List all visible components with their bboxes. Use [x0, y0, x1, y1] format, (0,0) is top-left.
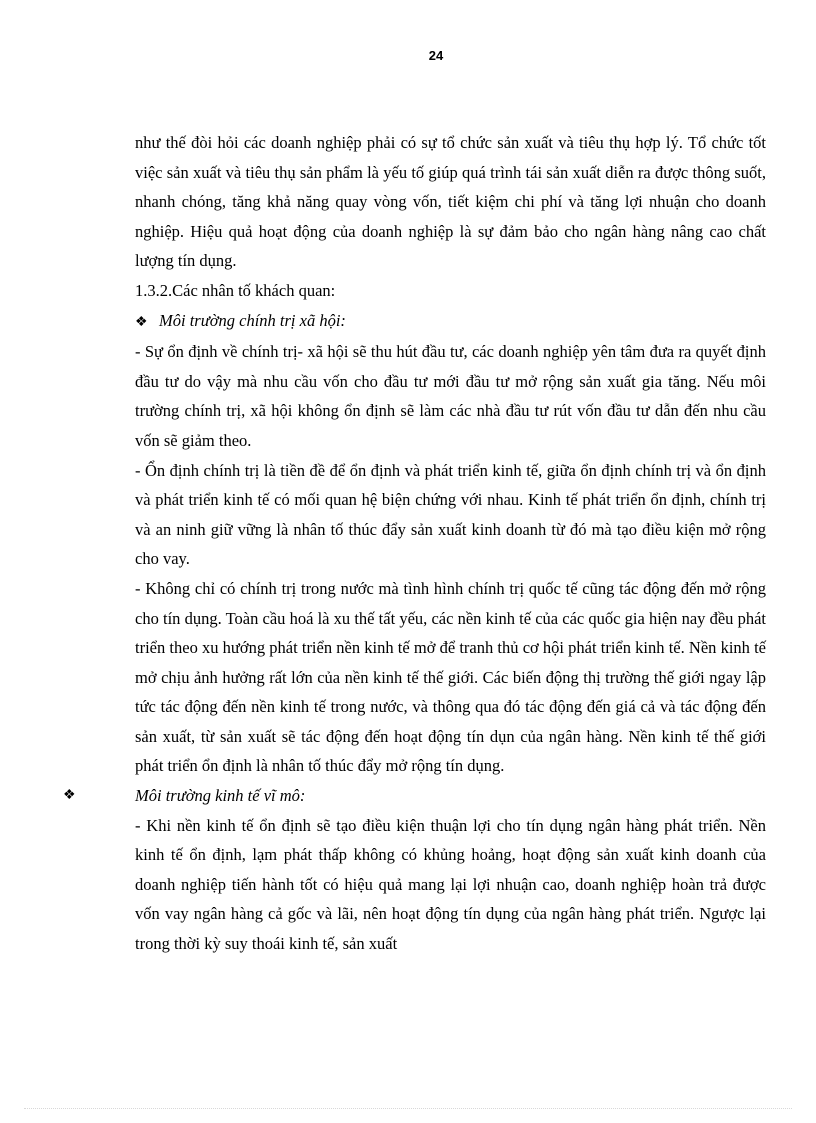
section-heading: 1.3.2.Các nhân tố khách quan:	[135, 280, 336, 300]
subheading-political-environment	[135, 306, 766, 338]
subheading-macro-economy	[63, 781, 766, 811]
document-body	[63, 128, 766, 959]
paragraph: - Không chỉ có chính trị trong nước mà tình hình chính trị quốc tế cũng tác động đến mở rộng cho tín dụng. Toàn cầu hoá là xu thế tất yếu, các nền kinh tế của các quốc gia hiện nay đều phát triển theo xu hướng phát triển nền kinh tế mở để tranh thủ cơ hội phát triển kinh tế. Nền kinh tế mở chịu ảnh hưởng rất lớn của nền kinh tế thế giới. Các biến động thị trường thế giới ngay lập tức tác động đến nền kinh tế trong nước, và thông qua đó tác động đến giá cả và tác động đến sản xuất, từ sản xuất sẽ tác động đến hoạt động tín dụn của ngân hàng. Nền kinh tế thế giới phát triển ổn định là nhân tố thúc đẩy mở rộng tín dụng.	[135, 578, 766, 776]
paragraph: - Ổn định chính trị là tiền đề để ổn định và phát triển kinh tế, giữa ổn định chính trị và ổn định và phát triển kinh tế có mối quan hệ biện chứng với nhau. Kinh tế phát triển ổn định, chính trị và an ninh giữ vững là nhân tố thúc đẩy sản xuất kinh doanh từ đó mà tạo điều kiện mở rộng cho vay.	[135, 460, 766, 569]
paragraph: - Khi nền kinh tế ổn định sẽ tạo điều kiện thuận lợi cho tín dụng ngân hàng phát triển. Nền kinh tế ổn định, lạm phát thấp không có khủng hoảng, hoạt động sản xuất kinh doanh của doanh nghiệp tiến hành tốt có hiệu quả mang lại lợi nhuận cao, doanh nghiệp hoàn trả được vốn vay ngân hàng cả gốc và lãi, nên hoạt động tín dụng của ngân hàng phát triển. Ngược lại trong thời kỳ suy thoái kinh tế, sản xuất	[135, 815, 766, 954]
subheading-text: Môi trường kinh tế vĩ mô:	[135, 786, 306, 806]
paragraph: - Sự ổn định về chính trị- xã hội sẽ thu hút đầu tư, các doanh nghiệp yên tâm đưa ra quyết định đầu tư do vậy mà nhu cầu vốn cho đầu tư mới đầu tư mở rộng sản xuất gia tăng. Nếu môi trường chính trị, xã hội không ổn định sẽ làm các nhà đầu tư rút vốn đầu tư dẫn đến nhu cầu vốn sẽ giảm theo.	[135, 342, 766, 450]
paragraph: như thế đòi hỏi các doanh nghiệp phải có sự tổ chức sản xuất và tiêu thụ hợp lý. Tổ chức tốt việc sản xuất và tiêu thụ sản phẩm là yếu tố giúp quá trình tái sản xuất diễn ra được thông suốt, nhanh chóng, tăng khả năng quay vòng vốn, tiết kiệm chi phí và tăng lợi nhuận cho doanh nghiệp. Hiệu quả hoạt động của doanh nghiệp là sự đảm bảo cho ngân hàng nâng cao chất lượng tín dụng.	[135, 133, 766, 271]
page-number: 24	[428, 48, 444, 63]
page-bottom-divider	[24, 1108, 792, 1109]
diamond-bullet-icon: ❖	[135, 314, 148, 330]
subheading-text: Môi trường chính trị xã hội:	[159, 310, 346, 330]
diamond-bullet-icon: ❖	[63, 788, 76, 804]
